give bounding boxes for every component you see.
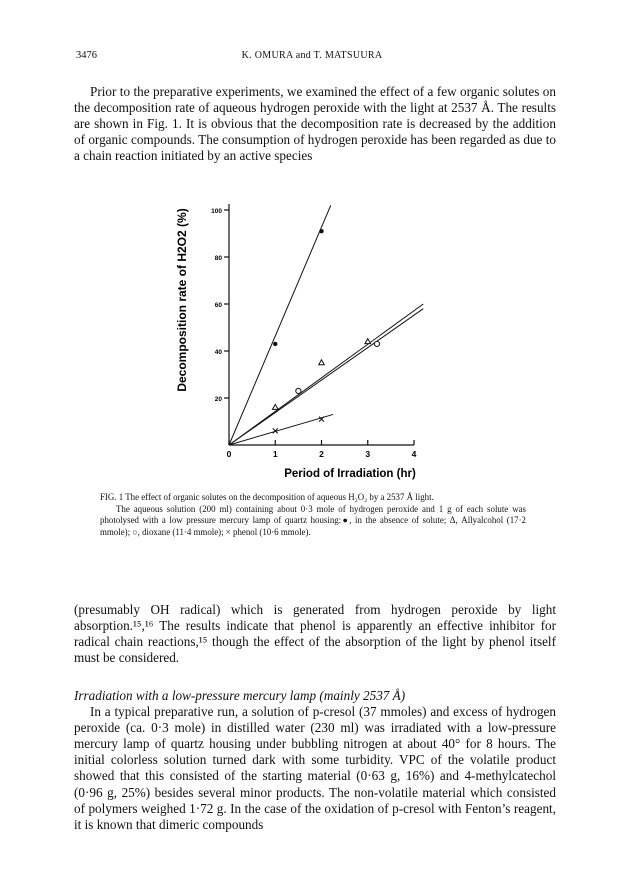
- y-tick-label: 80: [214, 255, 222, 262]
- data-point-filled-circle: [319, 229, 323, 233]
- figure-caption: [100, 492, 526, 538]
- chart-series: [229, 205, 423, 445]
- data-point-open-circle: [374, 341, 379, 346]
- caption-body: The aqueous solution (200 ml) containing about 0·3 mole of hydrogen peroxide and 1 g of each solute was photolysed with a low pressure mercury lamp of quartz housing:●, in the absence of solute; Δ, Allyalcohol (17·2 mmole); ○, dioxane (11·4 mmole); × phenol (10·6 mmole).: [100, 503, 526, 537]
- paragraph-3-text: In a typical preparative run, a solution of p-cresol (37 mmoles) and excess of hydrogen peroxide (ca. 0·3 mole) in distilled water (230 ml) was irradiated with a low-pressure mercury lamp of quartz housing under bubbling nitrogen at about 40° for 8 hours. The initial colorless solution turned dark with some turbidity. VPC of the volatile product showed that this consisted of the starting material (0·63 g, 16%) and 4-methylcatechol (0·96 g, 25%) besides several minor products. The non-volatile material which consisted of polymers weighed 1·72 g. In the case of the oxidation of p-cresol with Fenton’s reagent, it is known that dimeric compounds: [74, 704, 556, 832]
- paragraph-2: [74, 602, 556, 666]
- running-head: K. OMURA and T. MATSUURA: [241, 50, 383, 61]
- data-point-triangle: [319, 360, 325, 365]
- y-tick-label: 40: [214, 349, 222, 356]
- x-tick-label: 2: [319, 449, 324, 459]
- data-point-triangle: [272, 404, 278, 409]
- paragraph-2-text: (presumably OH radical) which is generated from hydrogen peroxide by light absorption.¹⁵,¹⁶ The results indicate that phenol is apparently an effective inhibitor for radical chain reactions,¹⁵ though the effect of the absorption of the light by phenol itself must be considered.: [74, 602, 556, 666]
- x-tick-label: 1: [272, 449, 278, 459]
- intro-text: Prior to the preparative experiments, we examined the effect of a few organic solutes on the decomposition rate of aqueous hydrogen peroxide with the light at 2537 Å. The results are shown in Fig. 1. It is obvious that the decomposition rate is decreased by the addition of organic compounds. The consumption of hydrogen peroxide has been regarded as due to a chain reaction initiated by an active species: [74, 84, 556, 164]
- data-point-open-circle: [296, 388, 301, 393]
- y-tick-label: 60: [214, 302, 222, 309]
- y-tick-label: 100: [211, 208, 222, 215]
- section-title: Irradiation with a low-pressure mercury lamp (mainly 2537 Å): [74, 688, 406, 703]
- page-number: 3476: [76, 50, 97, 61]
- data-point-triangle: [365, 339, 371, 344]
- x-axis-label: Period of Irradiation (hr): [284, 468, 416, 480]
- y-tick-label: 20: [214, 396, 222, 403]
- data-point-filled-circle: [273, 342, 277, 346]
- x-tick-label: 3: [365, 449, 371, 459]
- section-irradiation: [74, 688, 556, 833]
- y-axis-label: Decomposition rate of H2O2 (%): [175, 208, 189, 392]
- series-line: [229, 304, 423, 445]
- caption-line1: FIG. 1 The effect of organic solutes on the decomposition of aqueous H₂O₂ by a 2537 Å light.: [100, 492, 434, 502]
- series-line: [229, 414, 333, 445]
- x-tick-label: 0: [226, 449, 232, 459]
- x-tick-label: 4: [411, 449, 417, 459]
